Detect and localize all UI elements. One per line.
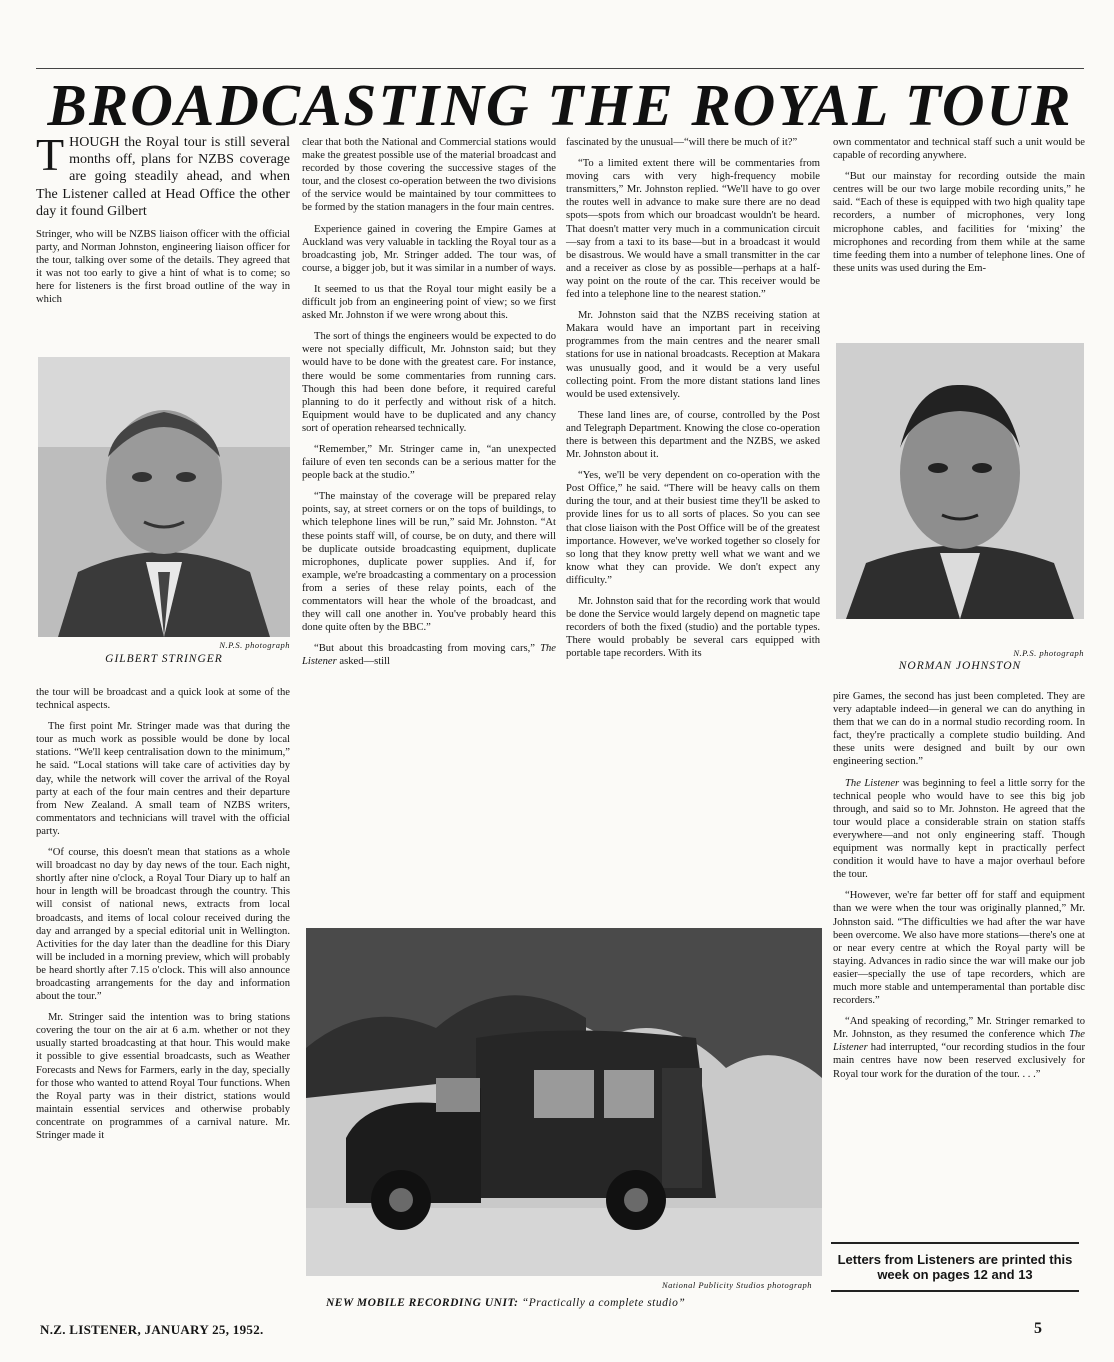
paragraph: These land lines are, of course, controlled by the Post and Telegraph Department. Knowing the close co-operation there is between this department and the NZBS, we asked Mr. Johnston about it.	[566, 409, 820, 461]
drop-cap: T	[36, 129, 65, 180]
paragraph: “To a limited extent there will be commentaries from moving cars with very high-frequency mobile transmitters,” Mr. Johnston replied. “We'll have to go over the routes well in advance to make sure there are no dead spots—spots from which our broadcast wouldn't be heard. That doesn't matter very much in a communication circuit—say from a taxi to its base—but in a broadcast it would be disastrous. We would have a small transmitter in the car and a receiver as close by as possible—perhaps at a half-way point on the route of the car. This receiver would be fed into a telephone line to the nearest station.”	[566, 158, 820, 301]
paragraph: “Of course, this doesn't mean that stations as a whole will broadcast no day by day news of the tour. Each night, shortly after nine o'clock, a Royal Tour Diary up to half an hour in length will be broadcast through the country. This will consist of national news, extracts from local broadcasts, and items of local colour received during the day and arranged by a special editorial unit in Wellington. Activities for the day later than the deadline for this Diary will be included in a morning preview, which will probably be heard shortly after 7.15 o'clock. This will also announce broadcasting arrangements for the day and information about the tour.”	[36, 847, 290, 1003]
paragraph: “However, we're far better off for staff and equipment than we were when the tour was originally planned,” Mr. Johnston said. “The difficulties we had after the war have been overcome. We also have more stations—there's one at or near every centre at which the Royal party will be staying. Advances in radio since the war will make our job easier—specially the use of tape recorders, which are much more stable and untemperamental than portable disc recorders.”	[833, 890, 1085, 1007]
mobile-recording-unit-photo	[306, 928, 822, 1276]
paragraph: Mr. Johnston said that for the recording work that would be done the Service would largely depend on magnetic tape recorders of both the fixed (studio) and the portable types. There would probably be several cars equipped with portable tape recorders. With its	[566, 596, 820, 660]
paragraph: pire Games, the second has just been completed. They are very adaptable indeed—in general we can do anything in them that we can do in a normal studio recording room. In fact, they're practically a complete studio building. And these units were designed and built by our own engineering section.”	[833, 691, 1085, 768]
paragraph: It seemed to us that the Royal tour might easily be a difficult job from an engineering point of view; so we first asked Mr. Johnston if we were wrong about this.	[302, 283, 556, 322]
photo-cutline: NEW MOBILE RECORDING UNIT: “Practically a complete studio”	[326, 1297, 686, 1309]
column-1-top	[36, 129, 290, 315]
norman-johnston-photo	[836, 343, 1084, 619]
paragraph: “But about this broadcasting from moving cars,” The Listener asked—still	[302, 643, 556, 668]
page-number: 5	[1034, 1320, 1042, 1337]
paragraph: “The mainstay of the coverage will be prepared relay points, say, at street corners or on the tops of buildings, to which telephone lines will be run,” said Mr. Johnston. “At these points staff will, of course, be on duty, and there will be duplicate outside broadcasting equipment, duplicate microphones, duplicate power supplies. And if, for example, we're broadcasting a commentary on a procession from a series of these relay points, each of the commentators will hear the whole of the broadcast, and they will call one another in. You've probably heard this done quite often by the BBC.”	[302, 491, 556, 634]
paragraph: “Remember,” Mr. Stringer came in, “an unexpected failure of even ten seconds can be a serious matter for the people back at the studio.”	[302, 443, 556, 482]
column-3	[566, 136, 820, 668]
column-4-bottom	[833, 690, 1085, 1089]
gilbert-stringer-photo	[38, 357, 290, 637]
truck-illustration	[306, 928, 822, 1276]
paragraph: Mr. Stringer said the intention was to bring stations covering the tour on the air at 6 a.m. whether or not they usually started broadcasting at that hour. This would make it possible to give essential broadcasts, such as Weather Forecasts and News for Farmers, early in the day, specially for those who wanted to attend Royal Tour functions. When the Royal party was in their district, stations would maintain essential services and otherwise probably concentrate on programmes of a carnival nature. Mr. Stringer made it	[36, 1012, 290, 1141]
paragraph: The first point Mr. Stringer made was that during the tour as much work as possible would be done by local stations. “We'll keep centralisation down to the minimum,” he said. “Local stations will take care of activities day by day, while the network will cover the arrival of the Royal party at each of the four main centres and their departure from New Zealand. A small team of NZBS writers, commentators and technicians will travel with the official party.	[36, 721, 290, 837]
publication-footer: N.Z. LISTENER, JANUARY 25, 1952.	[40, 1322, 264, 1337]
paragraph: “But our mainstay for recording outside the main centres will be our two large mobile recording units,” he said. “Each of these is equipped with two high quality tape recorders, a number of microphones, very long microphone cables, and facilities for ‘mixing’ the microphones and recording from them while at the same time feeding them into a number of telephone lines. One of these units was used during the Em-	[833, 171, 1085, 274]
letters-notice: Letters from Listeners are printed this week on pages 12 and 13	[831, 1242, 1079, 1292]
paragraph: “And speaking of recording,” Mr. Stringer remarked to Mr. Johnston, as they resumed the conference which The Listener had interrupted, “our recording studios in the four main centres have now been reserved exclusively for Royal tour work for the duration of the tour. . . .”	[833, 1016, 1085, 1080]
paragraph: The sort of things the engineers would be expected to do were not specially difficult, Mr. Johnston said; but they would have to be done with the greatest care. For instance, there would be some commentaries from running cars. Though this had been done before, it required careful planning to do it perfectly and without risk of a hitch. Equipment would have to be duplicated and any chancy sort of operation rehearsed technically.	[302, 331, 556, 434]
headline: BROADCASTING THE ROYAL TOUR	[47, 72, 1073, 138]
paragraph: fascinated by the unusual—“will there be much of it?”	[566, 137, 798, 148]
photo-credit: N.P.S. photograph	[1013, 648, 1084, 658]
photo-credit: N.P.S. photograph	[219, 640, 290, 650]
paragraph: Stringer, who will be NZBS liaison officer with the official party, and Norman Johnston, engineering liaison officer for the tour, talking over some of the details. They agreed that it was not too early to give a hint of what is to come; so here for listeners is the first broad outline of the way in which	[36, 229, 290, 306]
column-2	[302, 136, 556, 676]
paragraph: The Listener was beginning to feel a little sorry for the technical people who would have to see this big job through, and said so to Mr. Johnston. He agreed that the tour would place a considerable strain on station staffs everywhere—and not only engineering staff. Though equipment was normally kept in practically perfect condition it would have to have a major overhaul before the tour.	[833, 777, 1085, 881]
paragraph: clear that both the National and Commercial stations would make the greatest possible use of the material broadcast and recorded by those covering the successive stages of the tour, and the closest co-operation between the two divisions of the service would be maintained by tour committees to be formed by the station managers in the four main centres.	[302, 137, 556, 214]
top-rule	[36, 68, 1084, 69]
lead-paragraph: THOUGH the Royal tour is still several months off, plans for NZBS coverage are going steadily ahead, and when The Listener called at Head Office the other day it found Gilbert	[36, 129, 290, 219]
paragraph: own commentator and technical staff such a unit would be capable of recording anywhere.	[833, 137, 1085, 162]
paragraph: the tour will be broadcast and a quick look at some of the technical aspects.	[36, 687, 290, 712]
photo-credit: National Publicity Studios photograph	[661, 1280, 812, 1290]
portrait-illustration	[836, 343, 1084, 619]
paragraph: “Yes, we'll be very dependent on co-operation with the Post Office,” he said. “There will be heavy calls on them during the tour, and at their busiest time they'll be asked to provide lines for us to all sorts of places. So you can see that close liaison with the Post Office will be of the greatest importance. However, we've worked together so closely for so long that they know pretty well what we want and we know what they can provide. We don't expect any difficulty.”	[566, 470, 820, 586]
photo-caption: NORMAN JOHNSTON	[898, 660, 1022, 672]
column-4-top	[833, 136, 1085, 283]
column-1-bottom	[36, 686, 290, 1150]
portrait-illustration	[38, 357, 290, 637]
photo-caption: GILBERT STRINGER	[105, 653, 223, 665]
paragraph: Experience gained in covering the Empire Games at Auckland was very valuable in tackling the Royal tour as a broadcasting job, Mr. Stringer added. The tour was, of course, a bigger job, but it was similar in a number of ways.	[302, 223, 556, 274]
paragraph: Mr. Johnston said that the NZBS receiving station at Makara would have an important part in receiving programmes from the main centres and the nearer small stations for use in national broadcasts. Reception at Makara was unusually good, and it would be a very useful collecting point. From the more distant stations land lines would be used extensively.	[566, 310, 820, 400]
